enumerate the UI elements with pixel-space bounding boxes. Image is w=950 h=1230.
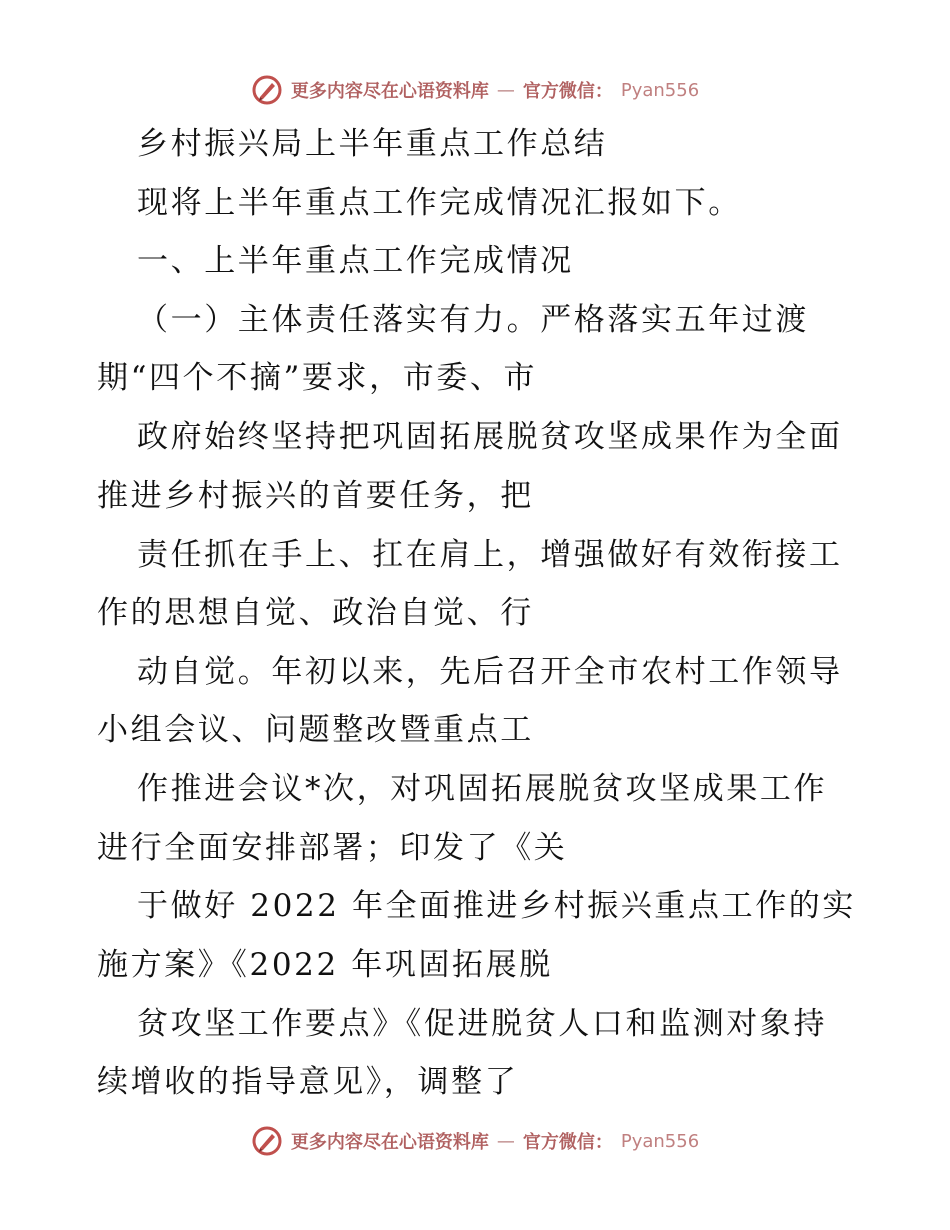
pen-logo-icon <box>251 74 283 106</box>
watermark-wechat-id: Pyan556 <box>620 79 700 101</box>
watermark-wechat-label: 官方微信： <box>522 81 613 102</box>
paragraph-line: 推进乡村振兴的首要任务，把 <box>97 478 534 514</box>
paragraph-line: 作的思想自觉、政治自觉、行 <box>97 595 534 631</box>
watermark-separator: — <box>496 1130 515 1152</box>
section-heading: 一、上半年重点工作完成情况 <box>137 243 574 279</box>
paragraph-line: 期“四个不摘”要求，市委、市 <box>97 360 538 396</box>
paragraph-line: 进行全面安排部署；印发了《关 <box>97 830 568 866</box>
watermark-separator: — <box>496 79 515 101</box>
watermark-header <box>0 74 950 106</box>
document-title: 乡村振兴局上半年重点工作总结 <box>137 126 608 162</box>
paragraph-line: 施方案》《2022 年巩固拓展脱 <box>97 947 553 983</box>
paragraph-line: 政府始终坚持把巩固拓展脱贫攻坚成果作为全面 <box>137 419 843 455</box>
watermark-text: 更多内容尽在心语资料库 <box>290 81 489 102</box>
paragraph-line: （一）主体责任落实有力。严格落实五年过渡 <box>137 302 809 338</box>
watermark-text: 更多内容尽在心语资料库 <box>290 1132 489 1153</box>
paragraph-line: 小组会议、问题整改暨重点工 <box>97 712 534 748</box>
paragraph-line: 责任抓在手上、扛在肩上，增强做好有效衔接工 <box>137 537 843 573</box>
watermark-wechat-id: Pyan556 <box>620 1130 700 1152</box>
paragraph-line: 贫攻坚工作要点》《促进脱贫人口和监测对象持 <box>137 1006 828 1042</box>
paragraph-line: 作推进会议*次，对巩固拓展脱贫攻坚成果工作 <box>137 771 828 807</box>
watermark-wechat-label: 官方微信： <box>522 1132 613 1153</box>
pen-logo-icon <box>251 1125 283 1157</box>
paragraph-line: 现将上半年重点工作完成情况汇报如下。 <box>137 185 742 221</box>
paragraph-line: 续增收的指导意见》，调整了 <box>97 1064 519 1100</box>
paragraph-line: 于做好 2022 年全面推进乡村振兴重点工作的实 <box>137 888 856 924</box>
paragraph-line: 动自觉。年初以来，先后召开全市农村工作领导 <box>137 654 843 690</box>
watermark-footer <box>0 1125 950 1157</box>
